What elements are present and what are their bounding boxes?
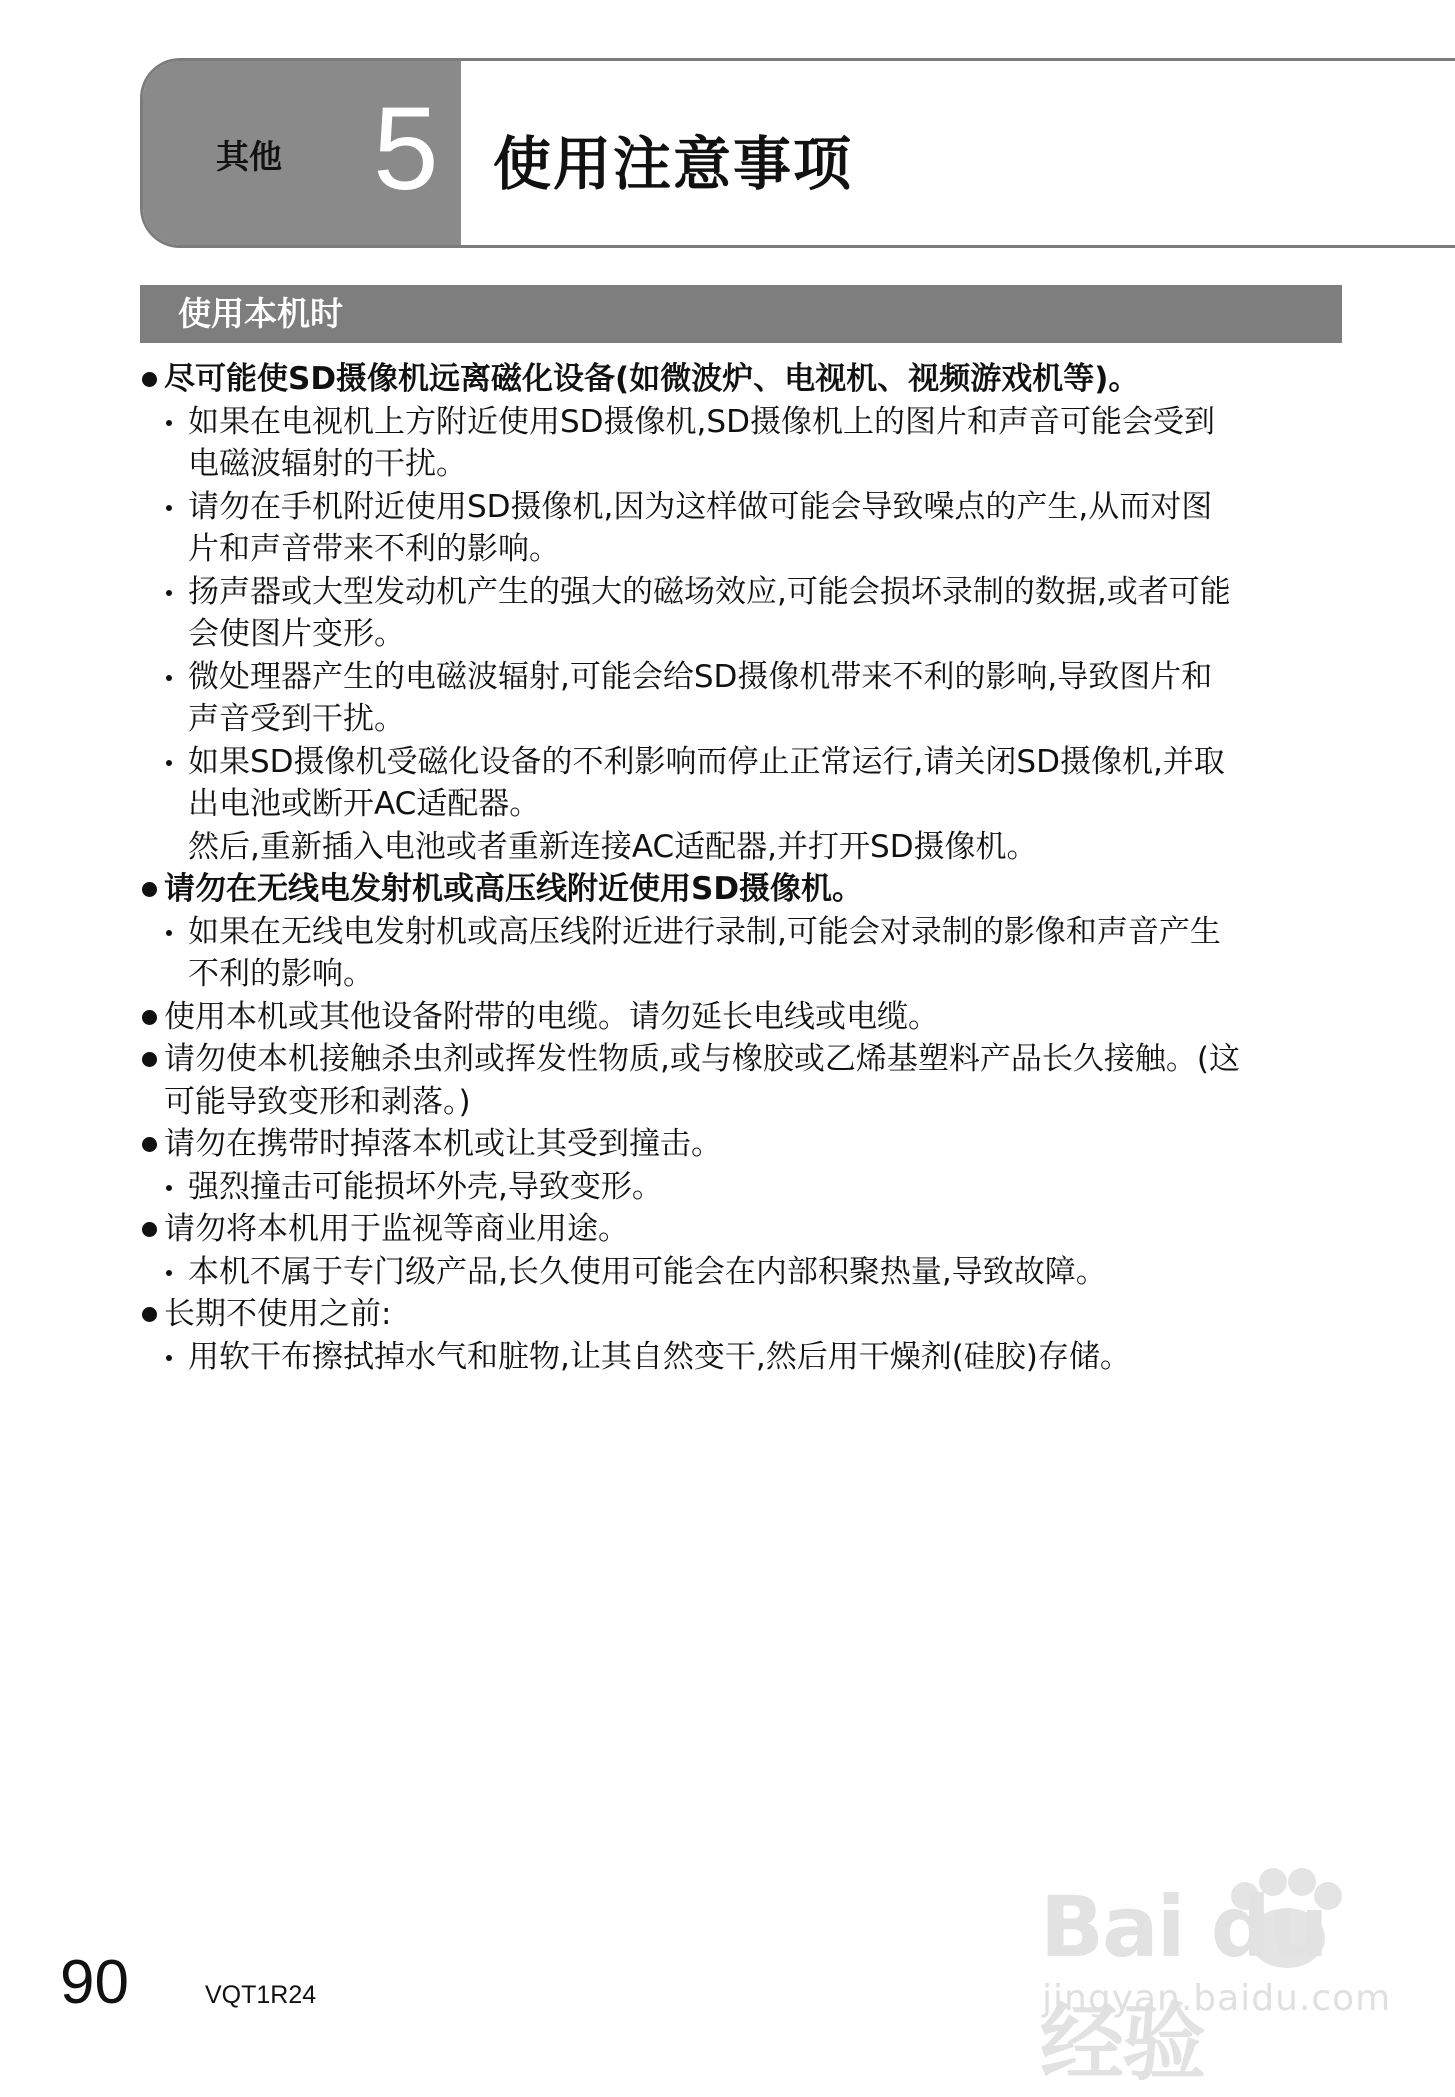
note-subitem: 微处理器产生的电磁波辐射,可能会给SD摄像机带来不利的影响,导致图片和 xyxy=(140,656,1350,699)
note-subitem: 如果在电视机上方附近使用SD摄像机,SD摄像机上的图片和声音可能会受到 xyxy=(140,401,1350,444)
note-subitem: 强烈撞击可能损坏外壳,导致变形。 xyxy=(140,1166,1350,1209)
chapter-label: 其他 xyxy=(216,137,282,176)
note-continuation: 不利的影响。 xyxy=(188,956,374,992)
notes-list xyxy=(140,358,1350,1378)
note-continuation: 电磁波辐射的干扰。 xyxy=(188,446,467,482)
model-code: VQT1R24 xyxy=(205,1981,317,2009)
note-item: 使用本机或其他设备附带的电缆。请勿延长电线或电缆。 xyxy=(140,996,1350,1039)
section-header xyxy=(140,285,1342,343)
note-item: 请勿使本机接触杀虫剂或挥发性物质,或与橡胶或乙烯基塑料产品长久接触。(这 xyxy=(140,1038,1350,1081)
note-item: 请勿将本机用于监视等商业用途。 xyxy=(140,1208,1350,1251)
note-item: 请勿在无线电发射机或高压线附近使用SD摄像机。 xyxy=(140,868,1350,911)
note-subitem: 用软干布擦拭掉水气和脏物,让其自然变干,然后用干燥剂(硅胶)存储。 xyxy=(140,1336,1350,1379)
note-subitem: 如果SD摄像机受磁化设备的不利影响而停止正常运行,请关闭SD摄像机,并取 xyxy=(140,741,1350,784)
note-continuation: 可能导致变形和剥落。) xyxy=(164,1083,471,1120)
note-subitem: 扬声器或大型发动机产生的强大的磁场效应,可能会损坏录制的数据,或者可能 xyxy=(140,571,1350,614)
note-item: 长期不使用之前: xyxy=(140,1293,1350,1336)
chapter-header xyxy=(140,58,1455,248)
note-continuation: 片和声音带来不利的影响。 xyxy=(188,531,560,567)
note-subitem: 本机不属于专门级产品,长久使用可能会在内部积聚热量,导致故障。 xyxy=(140,1251,1350,1294)
watermark-brand: Bai du 经验 xyxy=(1040,1878,1327,2092)
note-continuation: 会使图片变形。 xyxy=(188,616,405,652)
watermark-url: jingyan.baidu.com xyxy=(1042,1978,1392,2019)
note-continuation: 然后,重新插入电池或者重新连接AC适配器,并打开SD摄像机。 xyxy=(188,828,1038,865)
note-item: 尽可能使SD摄像机远离磁化设备(如微波炉、电视机、视频游戏机等)。 xyxy=(140,358,1350,401)
note-subitem: 如果在无线电发射机或高压线附近进行录制,可能会对录制的影像和声音产生 xyxy=(140,911,1350,954)
note-item: 请勿在携带时掉落本机或让其受到撞击。 xyxy=(140,1123,1350,1166)
note-subitem: 请勿在手机附近使用SD摄像机,因为这样做可能会导致噪点的产生,从而对图 xyxy=(140,486,1350,529)
baidu-watermark xyxy=(1030,1838,1430,2092)
note-continuation: 声音受到干扰。 xyxy=(188,701,405,737)
page-number: 90 xyxy=(60,1948,129,2017)
note-continuation: 出电池或断开AC适配器。 xyxy=(188,786,541,822)
page-title: 使用注意事项 xyxy=(493,130,854,198)
chapter-number: 5 xyxy=(373,83,439,215)
section-title: 使用本机时 xyxy=(178,294,343,333)
chapter-tab xyxy=(143,61,461,245)
